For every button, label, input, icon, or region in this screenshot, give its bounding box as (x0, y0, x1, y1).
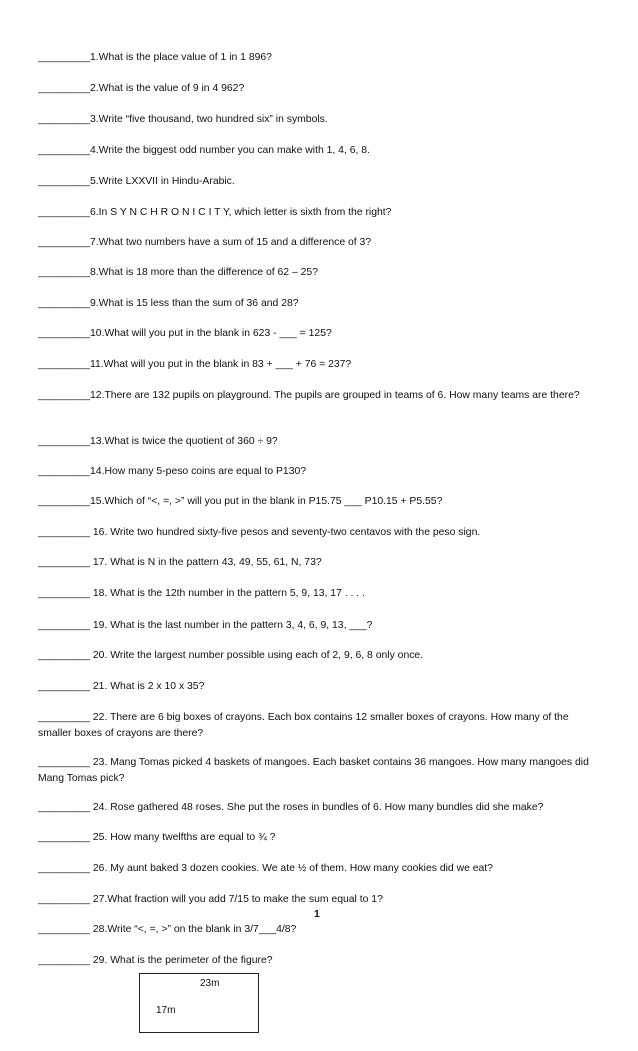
question-28: _________ 28.Write “<, =, >” on the blank in 3/7___4/8? (38, 924, 297, 935)
question-4: _________4.Write the biggest odd number you can make with 1, 4, 6, 8. (38, 145, 370, 156)
question-19: _________ 19. What is the last number in the pattern 3, 4, 6, 9, 13, ___? (38, 620, 373, 631)
question-18: _________ 18. What is the 12th number in the pattern 5, 9, 13, 17 . . . . (38, 588, 365, 599)
question-10: _________10.What will you put in the blank in 623 - ___ = 125? (38, 328, 332, 339)
question-20: _________ 20. Write the largest number possible using each of 2, 9, 6, 8 only once. (38, 650, 424, 661)
question-23: _________ 23. Mang Tomas picked 4 baskets of mangoes. Each basket contains 36 mangoes. How many mangoes did Mang Tomas pick? (38, 757, 592, 784)
rectangle-figure (139, 973, 259, 1033)
question-27: _________ 27.What fraction will you add 7/15 to make the sum equal to 1? (38, 894, 383, 905)
question-26: _________ 26. My aunt baked 3 dozen cookies. We ate ½ of them. How many cookies did we eat? (38, 863, 493, 874)
question-6: _________6.In S Y N C H R O N I C I T Y, which letter is sixth from the right? (38, 207, 392, 218)
question-15: _________15.Which of “<, =, >” will you put in the blank in P15.75 ___ P10.15 + P5.55? (38, 496, 443, 507)
question-9: _________9.What is 15 less than the sum of 36 and 28? (38, 298, 299, 309)
question-14: _________14.How many 5-peso coins are equal to P130? (38, 466, 307, 477)
page-number: 1 (314, 908, 320, 920)
question-22: _________ 22. There are 6 big boxes of crayons. Each box contains 12 smaller boxes of crayons. How many of the smaller boxes of crayons are there? (38, 712, 572, 739)
question-17: _________ 17. What is N in the pattern 43, 49, 55, 61, N, 73? (38, 557, 322, 568)
question-11: _________11.What will you put in the blank in 83 + ___ + 76 = 237? (38, 359, 352, 370)
question-7: _________7.What two numbers have a sum of 15 and a difference of 3? (38, 237, 372, 248)
question-21: _________ 21. What is 2 x 10 x 35? (38, 681, 205, 692)
question-16: _________ 16. Write two hundred sixty-five pesos and seventy-two centavos with the peso sign. (38, 527, 481, 538)
figure-top-label: 23m (200, 978, 220, 989)
figure-side-label: 17m (156, 1005, 176, 1016)
question-1: _________1.What is the place value of 1 in 1 896? (38, 52, 272, 63)
question-3: _________3.Write “five thousand, two hundred six” in symbols. (38, 114, 328, 125)
question-12: _________12.There are 132 pupils on playground. The pupils are grouped in teams of 6. How many teams are there? (38, 390, 580, 401)
question-8: _________8.What is 18 more than the difference of 62 – 25? (38, 267, 318, 278)
question-29: _________ 29. What is the perimeter of the figure? (38, 955, 273, 966)
question-2: _________2.What is the value of 9 in 4 962? (38, 83, 245, 94)
question-24: _________ 24. Rose gathered 48 roses. She put the roses in bundles of 6. How many bundles did she make? (38, 802, 544, 813)
question-25: _________ 25. How many twelfths are equal to ¾ ? (38, 832, 276, 843)
question-5: _________5.Write LXXVII in Hindu-Arabic. (38, 176, 235, 187)
question-13: _________13.What is twice the quotient of 360 ÷ 9? (38, 436, 278, 447)
